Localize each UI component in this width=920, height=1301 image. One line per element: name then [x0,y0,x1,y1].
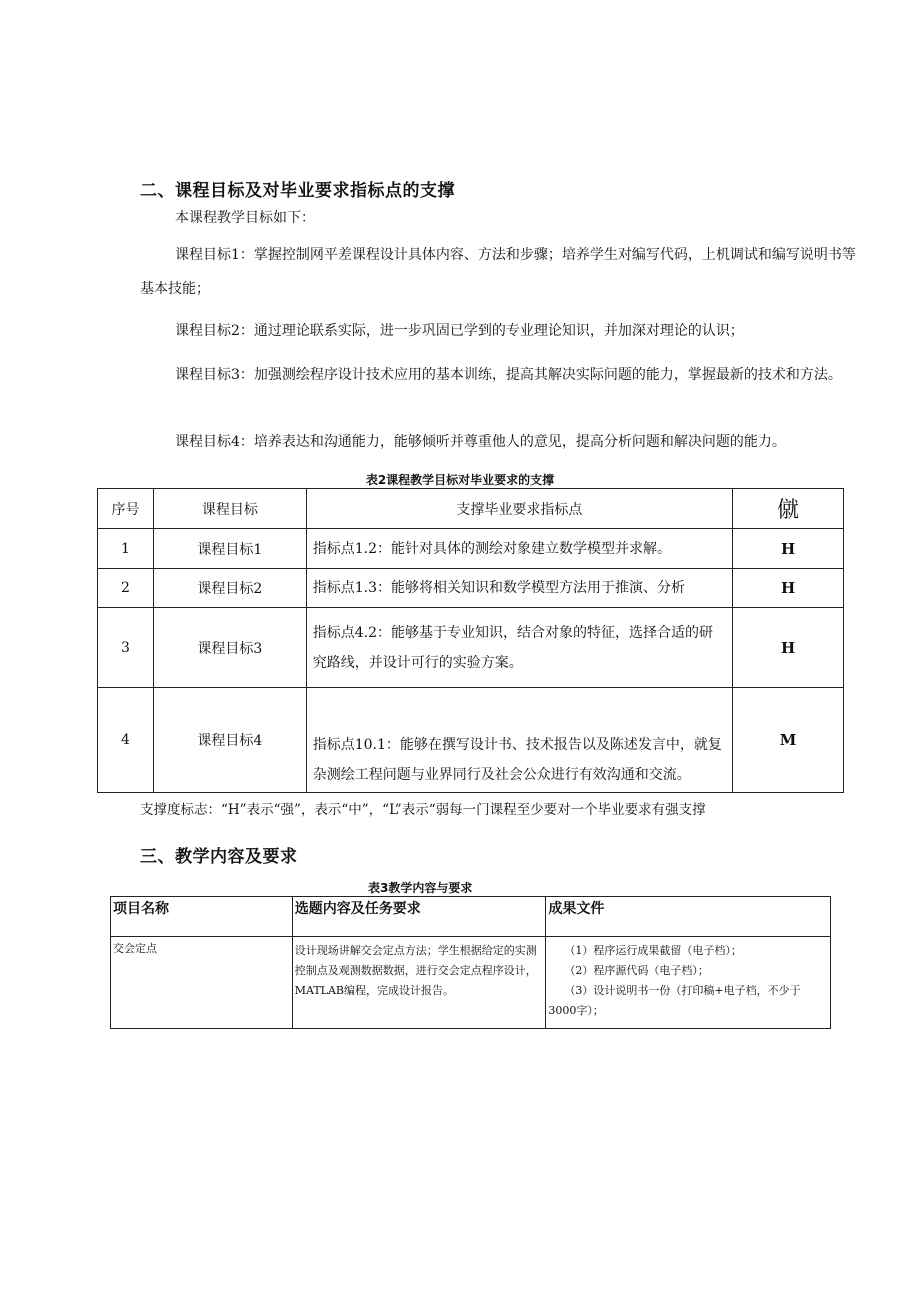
goal-1-text: 课程目标1：掌握控制网平差课程设计具体内容、方法和步骤；培养学生对编写代码，上机调试和编写说明书等基本技能； [140,247,856,297]
content-table [110,896,831,1029]
header-output: 成果文件 [546,897,831,937]
header-project: 项目名称 [111,897,293,937]
row-no: 3 [98,608,154,688]
row-level: H [733,529,844,569]
output-item: （2）程序源代码（电子档）； [564,964,709,977]
project-content: 设计现场讲解交会定点方法；学生根据给定的实测控制点及观测数据数据，进行交会定点程序设计，MATLAB编程，完成设计报告。 [292,937,546,1029]
table-row [98,608,844,688]
section-heading-3: 三、教学内容及要求 [140,847,298,867]
row-no: 1 [98,529,154,569]
header-level: 僦 [733,489,844,529]
header-no: 序号 [98,489,154,529]
table3-caption: 表3教学内容与要求 [368,881,473,895]
row-point: 指标点1.2：能针对具体的测绘对象建立数学模型并求解。 [306,529,732,569]
table2-caption: 表2课程教学目标对毕业要求的支撑 [365,473,555,487]
goals-intro: 本课程教学目标如下： [175,210,315,226]
table-header-row [111,897,831,937]
header-point: 支撑毕业要求指标点 [306,489,732,529]
section-heading-2: 二、课程目标及对毕业要求指标点的支撑 [140,181,455,201]
row-level: M [733,688,844,793]
table-row [98,529,844,569]
row-goal: 课程目标2 [153,569,306,608]
row-no: 4 [98,688,154,793]
row-level: H [733,608,844,688]
support-note: 支撑度标志：“H”表示“强”，表示“中”，“L”表示“弱每一门课程至少要对一个毕业要求有强支撑 [140,802,706,818]
table-row [111,937,831,1029]
header-goal: 课程目标 [153,489,306,529]
row-point: 指标点1.3：能够将相关知识和数学模型方法用于推演、分析 [306,569,732,608]
row-point: 指标点10.1：能够在撰写设计书、技术报告以及陈述发言中，就复杂测绘工程问题与业界同行及社会公众进行有效沟通和交流。 [306,688,732,793]
table-row [98,688,844,793]
table-header-row [98,489,844,529]
output-item: （1）程序运行成果截留（电子档）； [564,944,742,957]
row-level: H [733,569,844,608]
header-content: 选题内容及任务要求 [292,897,546,937]
row-point: 指标点4.2：能够基于专业知识，结合对象的特征，选择合适的研究路线，并设计可行的实验方案。 [306,608,732,688]
goal-3-text: 课程目标3：加强测绘程序设计技术应用的基本训练，提高其解决实际问题的能力，掌握最新的技术和方法。 [175,367,842,383]
support-table [97,488,844,793]
project-outputs [546,937,831,1029]
row-goal: 课程目标4 [153,688,306,793]
project-name: 交会定点 [111,937,293,1029]
row-no: 2 [98,569,154,608]
row-goal: 课程目标1 [153,529,306,569]
table-row [98,569,844,608]
goal-2-text: 课程目标2：通过理论联系实际，进一步巩固已学到的专业理论知识，并加深对理论的认识； [175,323,744,339]
row-goal: 课程目标3 [153,608,306,688]
goal-4-text: 课程目标4：培养表达和沟通能力，能够倾听并尊重他人的意见，提高分析问题和解决问题的能力。 [175,434,786,450]
output-item: （3）设计说明书一份（打印稿+电子档，不少于3000字）； [548,984,801,1017]
